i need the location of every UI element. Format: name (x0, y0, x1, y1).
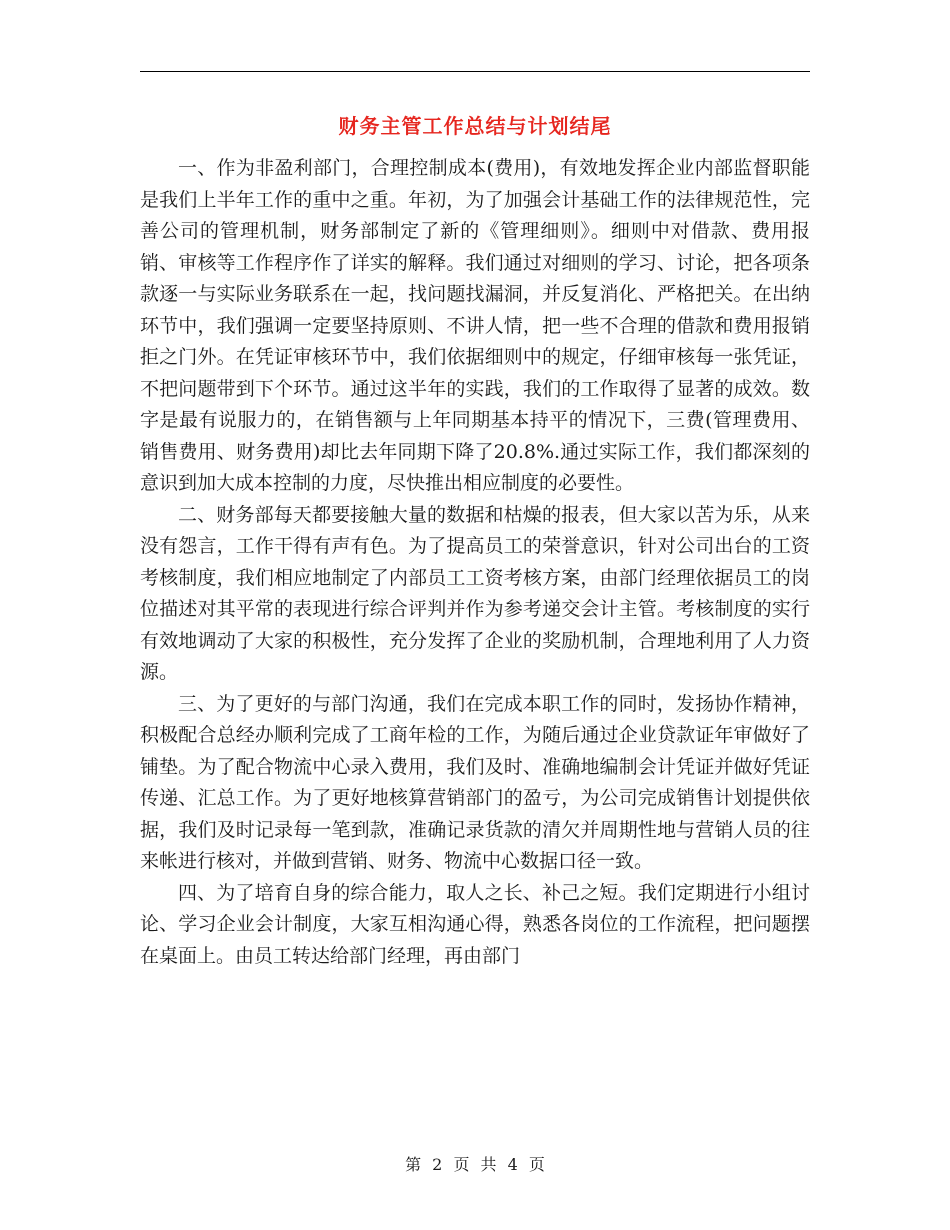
page-number-footer: 第 2 页 共 4 页 (405, 1155, 545, 1174)
document-body (140, 153, 810, 972)
paragraph-2: 二、财务部每天都要接触大量的数据和枯燥的报表，但大家以苦为乐，从来没有怨言，工作干得有声有色。为了提高员工的荣誉意识，针对公司出台的工资考核制度，我们相应地制定了内部员工工资考核方案，由部门经理依据员工的岗位描述对其平常的表现进行综合评判并作为参考递交会计主管。考核制度的实行有效地调动了大家的积极性，充分发挥了企业的奖励机制，合理地利用了人力资源。 (140, 503, 810, 683)
paragraph-1: 一、作为非盈利部门，合理控制成本(费用)，有效地发挥企业内部监督职能是我们上半年工作的重中之重。年初，为了加强会计基础工作的法律规范性，完善公司的管理机制，财务部制定了新的《管理细则》。细则中对借款、费用报销、审核等工作程序作了详实的解释。我们通过对细则的学习、讨论，把各项条款逐一与实际业务联系在一起，找问题找漏洞，并反复消化、严格把关。在出纳环节中，我们强调一定要坚持原则、不讲人情，把一些不合理的借款和费用报销拒之门外。在凭证审核环节中，我们依据细则中的规定，仔细审核每一张凭证，不把问题带到下个环节。通过这半年的实践，我们的工作取得了显著的成效。数字是最有说服力的，在销售额与上年同期基本持平的情况下，三费(管理费用、销售费用、财务费用)却比去年同期下降了20.8%.通过实际工作，我们都深刻的意识到加大成本控制的力度，尽快推出相应制度的必要性。 (140, 157, 810, 494)
paragraph-3: 三、为了更好的与部门沟通，我们在完成本职工作的同时，发扬协作精神，积极配合总经办顺利完成了工商年检的工作，为随后通过企业贷款证年审做好了铺垫。为了配合物流中心录入费用，我们及时、准确地编制会计凭证并做好凭证传递、汇总工作。为了更好地核算营销部门的盈亏，为公司完成销售计划提供依据，我们及时记录每一笔到款，准确记录货款的清欠并周期性地与营销人员的往来帐进行核对，并做到营销、财务、物流中心数据口径一致。 (140, 692, 810, 872)
header-rule (140, 71, 810, 72)
document-title: 财务主管工作总结与计划结尾 (338, 114, 612, 138)
paragraph-4: 四、为了培育自身的综合能力，取人之长、补己之短。我们定期进行小组讨论、学习企业会计制度，大家互相沟通心得，熟悉各岗位的工作流程，把问题摆在桌面上。由员工转达给部门经理，再由部门 (140, 881, 810, 967)
